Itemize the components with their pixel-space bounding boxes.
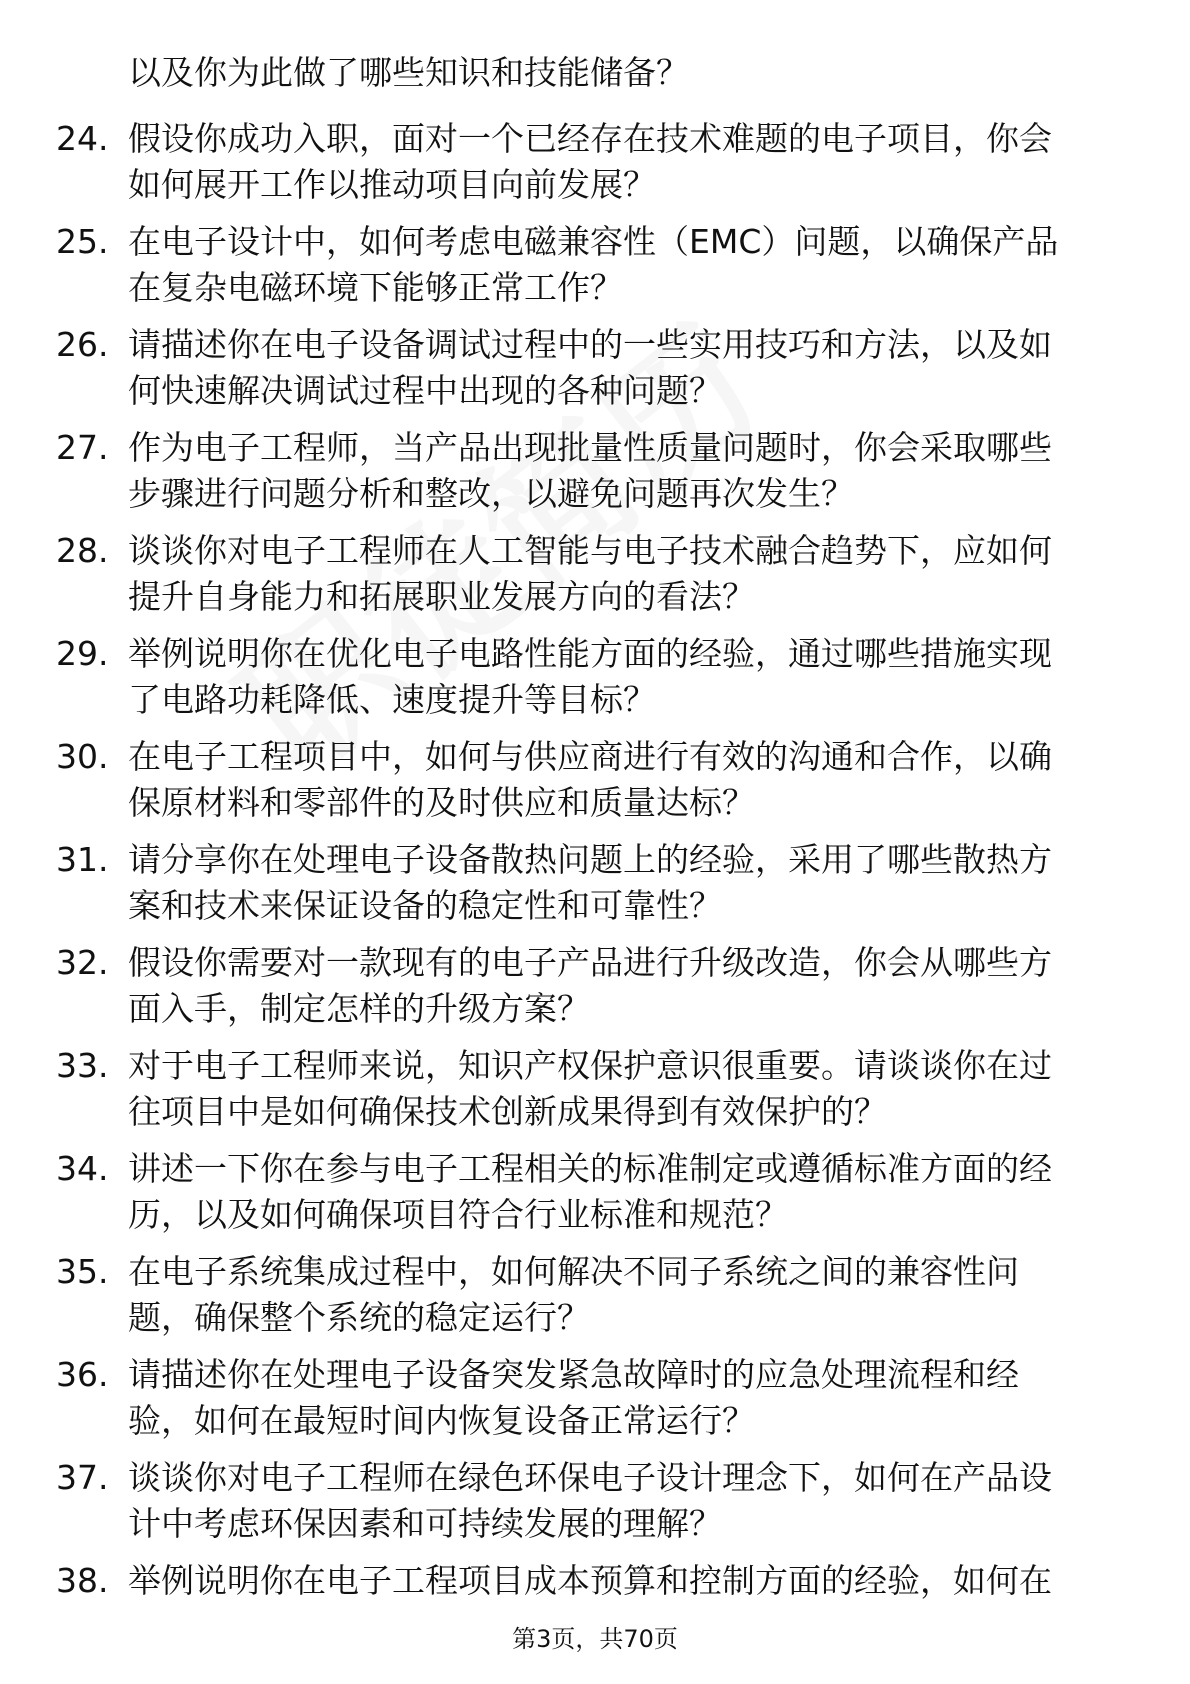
question-item: [56, 425, 1136, 528]
question-text-line: 历，以及如何确保项目符合行业标准和规范？: [128, 1195, 788, 1234]
question-number: 25.: [56, 222, 109, 261]
question-text-line: 案和技术来保证设备的稳定性和可靠性？: [128, 886, 722, 925]
question-text-line: 步骤进行问题分析和整改，以避免问题再次发生？: [128, 474, 854, 513]
question-item: [56, 837, 1136, 940]
question-list: [56, 116, 1136, 1661]
question-item: [56, 322, 1136, 425]
question-text-line: 面入手，制定怎样的升级方案？: [128, 989, 590, 1028]
question-text: [128, 837, 1136, 929]
question-item: [56, 1249, 1136, 1352]
question-number: 30.: [56, 737, 109, 776]
question-item: [56, 1352, 1136, 1455]
question-text-line: 题，确保整个系统的稳定运行？: [128, 1298, 590, 1337]
question-text-line: 往项目中是如何确保技术创新成果得到有效保护的？: [128, 1092, 887, 1131]
question-text-line: 提升自身能力和拓展职业发展方向的看法？: [128, 577, 755, 616]
question-number: 27.: [56, 428, 109, 467]
question-text-line: 假设你成功入职，面对一个已经存在技术难题的电子项目，你会: [128, 119, 1052, 158]
question-text-line: 验，如何在最短时间内恢复设备正常运行？: [128, 1401, 755, 1440]
question-item: [56, 116, 1136, 219]
question-text: [128, 528, 1136, 620]
question-text-line: 对于电子工程师来说，知识产权保护意识很重要。请谈谈你在过: [128, 1046, 1052, 1085]
question-text: [128, 1043, 1136, 1135]
question-text-line: 谈谈你对电子工程师在人工智能与电子技术融合趋势下，应如何: [128, 531, 1052, 570]
question-text: [128, 1558, 1136, 1604]
page-footer: 第3页，共70页: [512, 1625, 678, 1653]
question-text-line: 在电子设计中，如何考虑电磁兼容性（EMC）问题，以确保产品: [128, 222, 1059, 261]
question-text-line: 如何展开工作以推动项目向前发展？: [128, 165, 656, 204]
question-text: [128, 631, 1136, 723]
question-text-line: 举例说明你在优化电子电路性能方面的经验，通过哪些措施实现: [128, 634, 1052, 673]
question-text: [128, 322, 1136, 414]
question-text-line: 计中考虑环保因素和可持续发展的理解？: [128, 1504, 722, 1543]
question-text-line: 请描述你在处理电子设备突发紧急故障时的应急处理流程和经: [128, 1355, 1019, 1394]
question-text-line: 保原材料和零部件的及时供应和质量达标？: [128, 783, 755, 822]
question-text-line: 举例说明你在电子工程项目成本预算和控制方面的经验，如何在: [128, 1561, 1052, 1600]
question-text-line: 请描述你在电子设备调试过程中的一些实用技巧和方法，以及如: [128, 325, 1052, 364]
question-item: [56, 631, 1136, 734]
question-text-line: 作为电子工程师，当产品出现批量性质量问题时，你会采取哪些: [128, 428, 1052, 467]
question-number: 28.: [56, 531, 109, 570]
question-text: [128, 734, 1136, 826]
question-item: [56, 1455, 1136, 1558]
question-number: 35.: [56, 1252, 109, 1291]
question-text: [128, 219, 1136, 311]
question-item: [56, 940, 1136, 1043]
question-number: 37.: [56, 1458, 109, 1497]
question-item: [56, 219, 1136, 322]
question-item: [56, 1146, 1136, 1249]
question-text-line: 在复杂电磁环境下能够正常工作？: [128, 268, 623, 307]
question-text: [128, 1455, 1136, 1547]
question-text: [128, 1352, 1136, 1444]
question-item: [56, 1043, 1136, 1146]
question-text-line: 了电路功耗降低、速度提升等目标？: [128, 680, 656, 719]
question-text-line: 请分享你在处理电子设备散热问题上的经验，采用了哪些散热方: [128, 840, 1052, 879]
question-text-line: 何快速解决调试过程中出现的各种问题？: [128, 371, 722, 410]
question-number: 24.: [56, 119, 109, 158]
question-text: [128, 425, 1136, 517]
question-item: [56, 734, 1136, 837]
question-number: 34.: [56, 1149, 109, 1188]
question-number: 33.: [56, 1046, 109, 1085]
question-text-line: 在电子系统集成过程中，如何解决不同子系统之间的兼容性问: [128, 1252, 1019, 1291]
question-text: [128, 116, 1136, 208]
question-text-line: 假设你需要对一款现有的电子产品进行升级改造，你会从哪些方: [128, 943, 1052, 982]
question-number: 38.: [56, 1561, 109, 1600]
question-text-line: 讲述一下你在参与电子工程相关的标准制定或遵循标准方面的经: [128, 1149, 1052, 1188]
question-text-line: 在电子工程项目中，如何与供应商进行有效的沟通和合作，以确: [128, 737, 1052, 776]
question-number: 32.: [56, 943, 109, 982]
question-number: 26.: [56, 325, 109, 364]
question-text: [128, 940, 1136, 1032]
question-number: 29.: [56, 634, 109, 673]
question-item: [56, 528, 1136, 631]
question-number: 31.: [56, 840, 109, 879]
question-text-line: 谈谈你对电子工程师在绿色环保电子设计理念下，如何在产品设: [128, 1458, 1052, 1497]
question-text: [128, 1146, 1136, 1238]
continuation-line: 以及你为此做了哪些知识和技能储备？: [128, 53, 689, 92]
question-text: [128, 1249, 1136, 1341]
question-number: 36.: [56, 1355, 109, 1394]
